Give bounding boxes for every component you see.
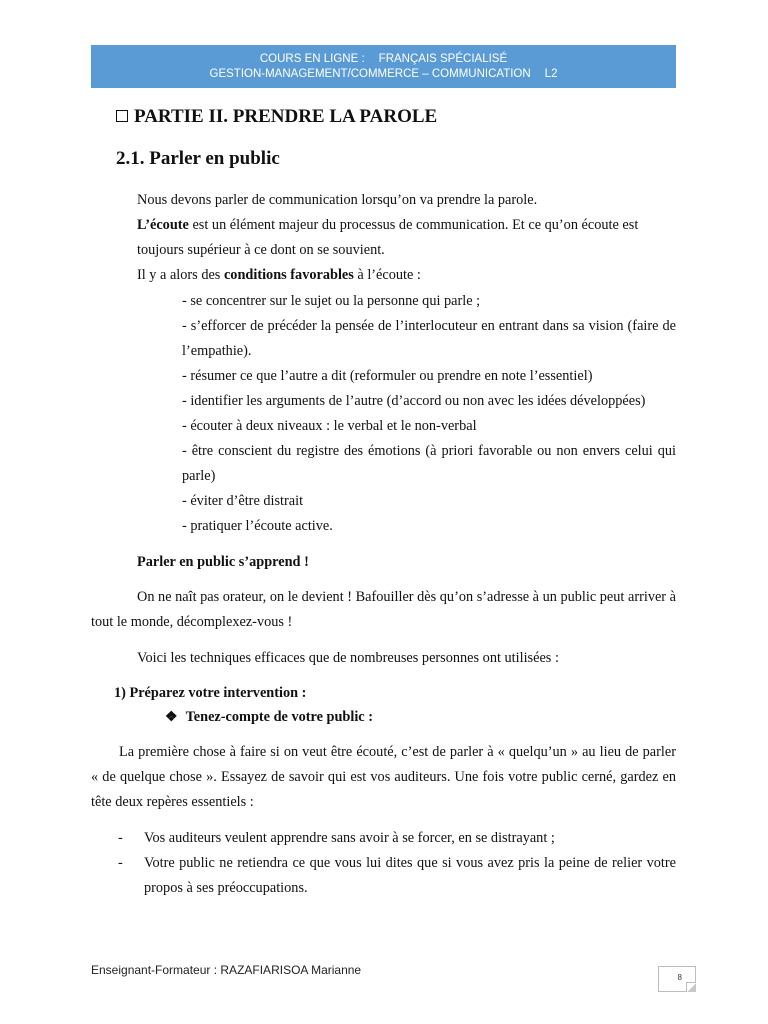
ecoute-line-1-text: est un élément majeur du processus de communication. Et ce qu’on écoute est xyxy=(188,217,639,233)
ecoute-line-2: toujours supérieur à ce dont on se souvient. xyxy=(137,242,385,258)
header-course-label: COURS EN LIGNE : xyxy=(259,53,365,65)
condition-item: - écouter à deux niveaux : le verbal et le non-verbal xyxy=(182,418,477,434)
page-number: 8 xyxy=(677,973,682,982)
section-title: 2.1. Parler en public xyxy=(116,148,280,169)
intro-paragraph: Nous devons parler de communication lorsqu’on va prendre la parole. xyxy=(137,192,538,208)
ecoute-line-1 xyxy=(137,213,638,238)
condition-item: - s’efforcer de précéder la pensée de l’interlocuteur en entrant dans sa vision (faire de l’empathie). xyxy=(182,318,676,359)
conditions-post: à l’écoute : xyxy=(353,267,421,283)
repere-item: Vos auditeurs veulent apprendre sans avoir à se forcer, en se distrayant ; xyxy=(144,830,555,846)
techniques-intro: Voici les techniques efficaces que de nombreuses personnes ont utilisées : xyxy=(137,650,559,666)
page-fold-icon xyxy=(686,982,696,992)
step-1-subheading xyxy=(165,705,373,730)
orateur-paragraph: On ne naît pas orateur, on le devient ! Bafouiller dès qu’on s’adresse à un public peut arriver à tout le monde, décomplexez-vous ! xyxy=(91,589,676,630)
repere-dash: - xyxy=(118,830,123,846)
part-title xyxy=(116,106,437,128)
diamond-bullet-icon: ❖ xyxy=(165,710,178,725)
first-thing-paragraph: La première chose à faire si on veut être écouté, c’est de parler à « quelqu’un » au lieu de parler « de quelque chose ». Essayez de savoir qui est vos auditeurs. Une fois votre public cerné, gardez en tête deux repères essentiels : xyxy=(91,744,676,810)
condition-item: - se concentrer sur le sujet ou la personne qui parle ; xyxy=(182,293,481,309)
header-level: L2 xyxy=(544,68,558,80)
page-number-box xyxy=(658,966,696,992)
part-title-text: PARTIE II. PRENDRE LA PAROLE xyxy=(134,106,438,127)
repere-item: Votre public ne retiendra ce que vous lui dites que si vous avez pris la peine de relier votre propos à ses préoccupations. xyxy=(144,855,676,896)
header-line-2 xyxy=(91,67,676,82)
subheading: Parler en public s’apprend ! xyxy=(137,554,309,570)
condition-item: - être conscient du registre des émotions (à priori favorable ou non envers celui qui parle) xyxy=(182,443,676,484)
step-1-heading: 1) Préparez votre intervention : xyxy=(114,685,307,701)
header-program: GESTION-MANAGEMENT/COMMERCE – COMMUNICATION xyxy=(209,68,531,80)
condition-item: - pratiquer l’écoute active. xyxy=(182,518,333,534)
step-1-subheading-text: Tenez-compte de votre public : xyxy=(185,709,373,725)
header-line-1 xyxy=(91,52,676,67)
conditions-pre: Il y a alors des xyxy=(137,267,224,283)
conditions-bold-term: conditions favorables xyxy=(223,267,354,283)
header-subject: FRANÇAIS SPÉCIALISÉ xyxy=(378,53,508,65)
condition-item: - résumer ce que l’autre a dit (reformuler ou prendre en note l’essentiel) xyxy=(182,368,593,384)
conditions-intro xyxy=(137,263,421,288)
condition-item: - identifier les arguments de l’autre (d’accord ou non avec les idées développées) xyxy=(182,393,646,409)
ecoute-bold-term: L’écoute xyxy=(137,217,189,233)
condition-item: - éviter d’être distrait xyxy=(182,493,304,509)
document-header-banner xyxy=(91,45,676,88)
repere-dash: - xyxy=(118,855,123,871)
checkbox-bullet-icon xyxy=(116,110,128,122)
footer-author: Enseignant-Formateur : RAZAFIARISOA Marianne xyxy=(91,963,362,977)
